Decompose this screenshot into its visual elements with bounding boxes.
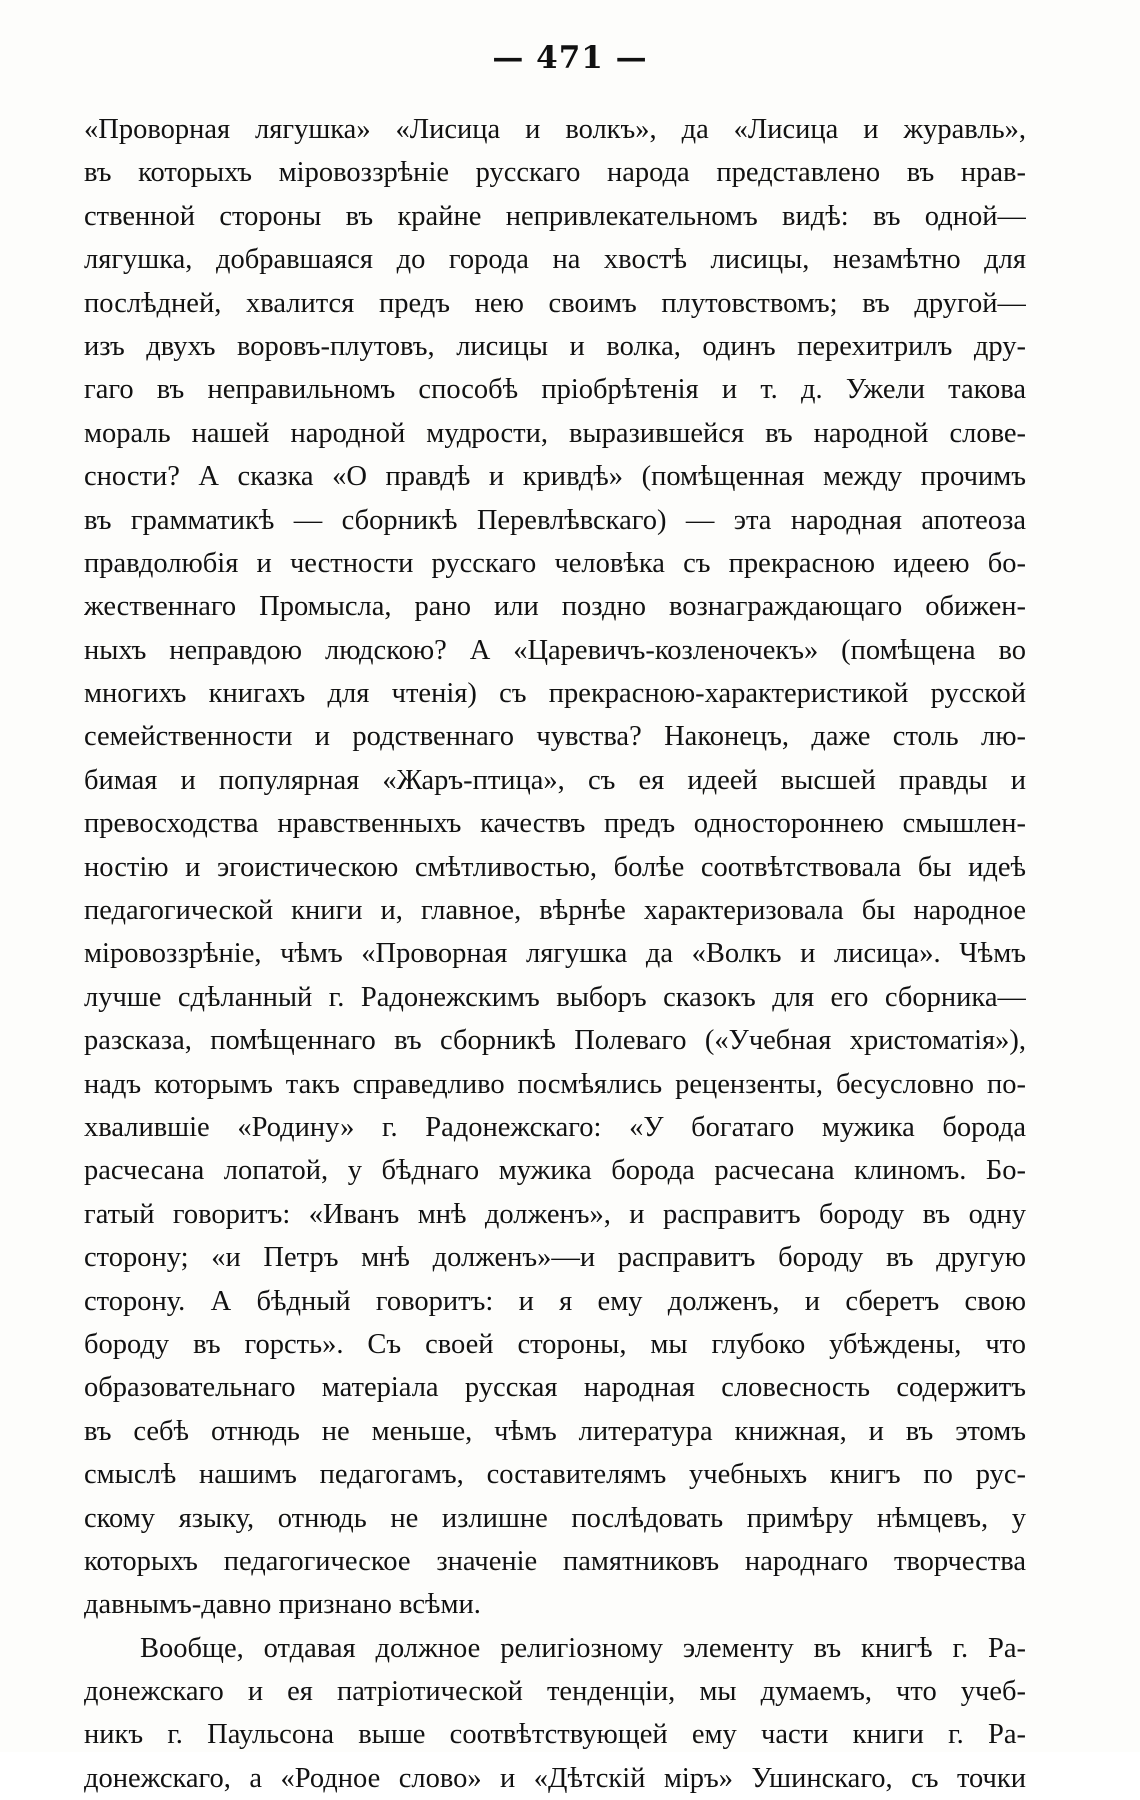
text-line: донежскаго, а «Родное слово» и «Дѣтскій міръ» Ушинскаго, съ точки	[84, 1762, 1026, 1794]
text-line: изъ двухъ воровъ-плутовъ, лисицы и волка, одинъ перехитрилъ дру-	[84, 330, 1026, 362]
text-line: лягушка, добравшаяся до города на хвостѣ лисицы, незамѣтно для	[84, 244, 1026, 276]
text-line: сторону; «и Петръ мнѣ долженъ»—и расправитъ бороду въ другую	[84, 1242, 1026, 1274]
body-text	[84, 108, 1026, 1800]
text-line: ныхъ неправдою людскою? А «Царевичъ-козленочекъ» (помѣщена во	[84, 634, 1026, 666]
text-line: въ грамматикѣ — сборникѣ Перевлѣвскаго) — эта народная апотеоза	[84, 504, 1026, 536]
text-line: разсказа, помѣщеннаго въ сборникѣ Полеваго («Учебная христоматія»),	[84, 1025, 1026, 1057]
text-line: образовательнаго матеріала русская народная словесность содержитъ	[84, 1372, 1026, 1404]
text-line: бороду въ горсть». Съ своей стороны, мы глубоко убѣждены, что	[84, 1328, 1026, 1360]
text-line: сторону. А бѣдный говоритъ: и я ему долженъ, и сберетъ свою	[84, 1285, 1026, 1317]
page-number: — 471 —	[492, 40, 648, 76]
text-line: расчесана лопатой, у бѣднаго мужика борода расчесана клиномъ. Бо-	[84, 1155, 1026, 1187]
text-line: бимая и популярная «Жаръ-птица», съ ея идеей высшей правды и	[84, 764, 1026, 796]
text-line: многихъ книгахъ для чтенія) съ прекрасною-характеристикой русской	[84, 678, 1026, 710]
text-line: гаго въ неправильномъ способѣ пріобрѣтенія и т. д. Ужели такова	[84, 374, 1026, 406]
text-line: которыхъ педагогическое значеніе памятниковъ народнаго творчества	[84, 1545, 1026, 1577]
text-line: въ себѣ отнюдь не меньше, чѣмъ литература книжная, и въ этомъ	[84, 1415, 1026, 1447]
text-line: гатый говоритъ: «Иванъ мнѣ долженъ», и расправитъ бороду въ одну	[84, 1198, 1026, 1230]
text-line: никъ г. Паульсона выше соотвѣтствующей ему части книги г. Ра-	[84, 1719, 1026, 1751]
text-line: скому языку, отнюдь не излишне послѣдовать примѣру нѣмцевъ, у	[84, 1502, 1026, 1534]
text-line: міровоззрѣніе, чѣмъ «Проворная лягушка да «Волкъ и лисица». Чѣмъ	[84, 938, 1026, 970]
text-line: сности? А сказка «О правдѣ и кривдѣ» (помѣщенная между прочимъ	[84, 461, 1026, 493]
paragraph-1	[84, 108, 1026, 1627]
text-line: педагогической книги и, главное, вѣрнѣе характеризовала бы народное	[84, 895, 1026, 927]
text-line: семейственности и родственнаго чувства? Наконецъ, даже столь лю-	[84, 721, 1026, 753]
text-line: лучше сдѣланный г. Радонежскимъ выборъ сказокъ для его сборника—	[84, 981, 1026, 1013]
text-line: ственной стороны въ крайне непривлекательномъ видѣ: въ одной—	[84, 200, 1026, 232]
text-line: Вообще, отдавая должное религіозному элементу въ книгѣ г. Ра-	[140, 1632, 1026, 1664]
text-line: жественнаго Промысла, рано или поздно вознаграждающаго обижен-	[84, 591, 1026, 623]
text-line: превосходства нравственныхъ качествъ предъ одностороннею смышлен-	[84, 808, 1026, 840]
text-line: хвалившіе «Родину» г. Радонежскаго: «У богатаго мужика борода	[84, 1111, 1026, 1143]
paragraph-2	[84, 1627, 1026, 1800]
text-line: ностію и эгоистическою смѣтливостью, болѣе соотвѣтствовала бы идеѣ	[84, 851, 1026, 883]
text-line: послѣдней, хвалится предъ нею своимъ плутовствомъ; въ другой—	[84, 287, 1026, 319]
text-line: смыслѣ нашимъ педагогамъ, составителямъ учебныхъ книгъ по рус-	[84, 1459, 1026, 1491]
text-line: донежскаго и ея патріотической тенденціи, мы думаемъ, что учеб-	[84, 1676, 1026, 1708]
text-line: «Проворная лягушка» «Лисица и волкъ», да «Лисица и журавль»,	[84, 114, 1026, 145]
text-line: надъ которымъ такъ справедливо посмѣялись рецензенты, бесусловно по-	[84, 1068, 1026, 1100]
text-line: правдолюбія и честности русскаго человѣка съ прекрасною идеею бо-	[84, 547, 1026, 579]
text-line: мораль нашей народной мудрости, выразившейся въ народной слове-	[84, 417, 1026, 449]
text-line: въ которыхъ міровоззрѣніе русскаго народа представлено въ нрав-	[84, 157, 1026, 189]
text-line: давнымъ-давно признано всѣми.	[84, 1589, 481, 1621]
